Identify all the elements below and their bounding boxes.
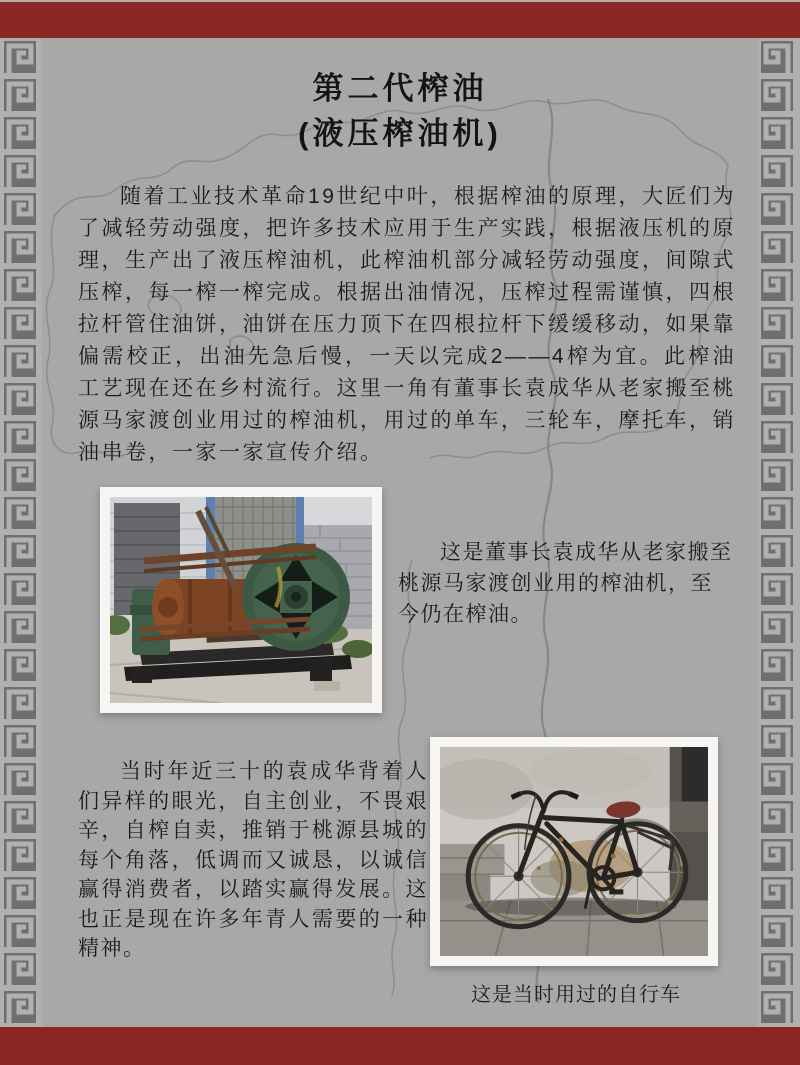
greek-key-icon — [761, 41, 793, 73]
greek-key-icon — [4, 79, 36, 111]
greek-key-icon — [4, 117, 36, 149]
greek-key-icon — [4, 345, 36, 377]
greek-key-icon — [4, 497, 36, 529]
greek-key-icon — [761, 535, 793, 567]
greek-key-icon — [761, 79, 793, 111]
greek-key-icon — [4, 611, 36, 643]
greek-key-icon — [761, 117, 793, 149]
wall-background — [440, 747, 708, 909]
bicycle-caption: 这是当时用过的自行车 — [471, 984, 681, 1006]
greek-key-icon — [761, 687, 793, 719]
story-paragraph: 当时年近三十的袁成华背着人们异样的眼光，自主创业，不畏艰辛，自榨自卖，推销于桃源县城的每个角落，低调而又诚恳，以诚信赢得消费者，以踏实赢得发展。这也正是现在许多年青人需要的一种精神。 — [78, 760, 428, 960]
greek-key-icon — [761, 345, 793, 377]
greek-key-icon — [4, 459, 36, 491]
greek-key-icon — [761, 801, 793, 833]
greek-key-icon — [4, 573, 36, 605]
oil-press-photo — [100, 487, 382, 713]
greek-key-icon — [761, 649, 793, 681]
bicycle-photo-illustration — [440, 747, 708, 956]
greek-key-icon — [4, 193, 36, 225]
greek-key-icon — [761, 231, 793, 263]
greek-key-icon — [4, 307, 36, 339]
greek-key-icon — [4, 535, 36, 567]
bottom-red-bar — [0, 1027, 800, 1065]
greek-key-icon — [761, 573, 793, 605]
greek-key-icon — [761, 953, 793, 985]
greek-key-icon — [761, 269, 793, 301]
greek-key-icon — [761, 307, 793, 339]
greek-key-icon — [4, 231, 36, 263]
greek-key-border-right — [761, 41, 793, 1023]
greek-key-icon — [4, 839, 36, 871]
greek-key-icon — [761, 421, 793, 453]
seatpost — [621, 818, 622, 828]
greek-key-icon — [761, 193, 793, 225]
oil-press-photo-illustration — [110, 497, 372, 703]
top-red-bar — [0, 2, 800, 38]
greek-key-border-left — [4, 41, 36, 1023]
greek-key-icon — [761, 459, 793, 491]
greek-key-icon — [761, 877, 793, 909]
greek-key-icon — [4, 269, 36, 301]
press-caption: 这是董事长袁成华从老家搬至桃源马家渡创业用的榨油机，至今仍在榨油。 — [398, 541, 733, 626]
greek-key-icon — [761, 155, 793, 187]
greek-key-icon — [761, 915, 793, 947]
greek-key-icon — [4, 953, 36, 985]
greek-key-icon — [761, 839, 793, 871]
greek-key-icon — [4, 801, 36, 833]
greek-key-icon — [4, 877, 36, 909]
greek-key-icon — [4, 915, 36, 947]
greek-key-icon — [761, 763, 793, 795]
intro-paragraph: 随着工业技术革命19世纪中叶，根据榨油的原理，大匠们为了减轻劳动强度，把许多技术应用于生产实践，根据液压机的原理，生产出了液压榨油机，此榨油机部分减轻劳动强度，间隙式压榨，每一榨一榨完成。根据出油情况，压榨过程需谨慎，四根拉杆管住油饼，油饼在压力顶下在四根拉杆下缓缓移动，如果靠偏需校正，出油先急后慢，一天以完成2——4榨为宜。此榨油工艺现在还在乡村流行。这里一角有董事长袁成华从老家搬至桃源马家渡创业用过的榨油机，用过的单车，三轮车，摩托车，销油串卷，一家一家宣传介绍。 — [78, 185, 736, 464]
board-title — [42, 66, 758, 156]
greek-key-icon — [4, 155, 36, 187]
board-title-line1: 第二代榨油 — [312, 71, 488, 106]
greek-key-icon — [4, 41, 36, 73]
greek-key-icon — [761, 383, 793, 415]
greek-key-icon — [4, 763, 36, 795]
greek-key-icon — [4, 725, 36, 757]
pedal — [609, 889, 623, 894]
greek-key-icon — [4, 383, 36, 415]
greek-key-icon — [4, 687, 36, 719]
greek-key-icon — [4, 649, 36, 681]
greek-key-icon — [761, 497, 793, 529]
greek-key-icon — [761, 725, 793, 757]
greek-key-icon — [4, 421, 36, 453]
greek-key-icon — [761, 991, 793, 1023]
bicycle-photo — [430, 737, 718, 966]
greek-key-icon — [761, 611, 793, 643]
board-title-line2: (液压榨油机) — [298, 116, 502, 151]
greek-key-icon — [4, 991, 36, 1023]
